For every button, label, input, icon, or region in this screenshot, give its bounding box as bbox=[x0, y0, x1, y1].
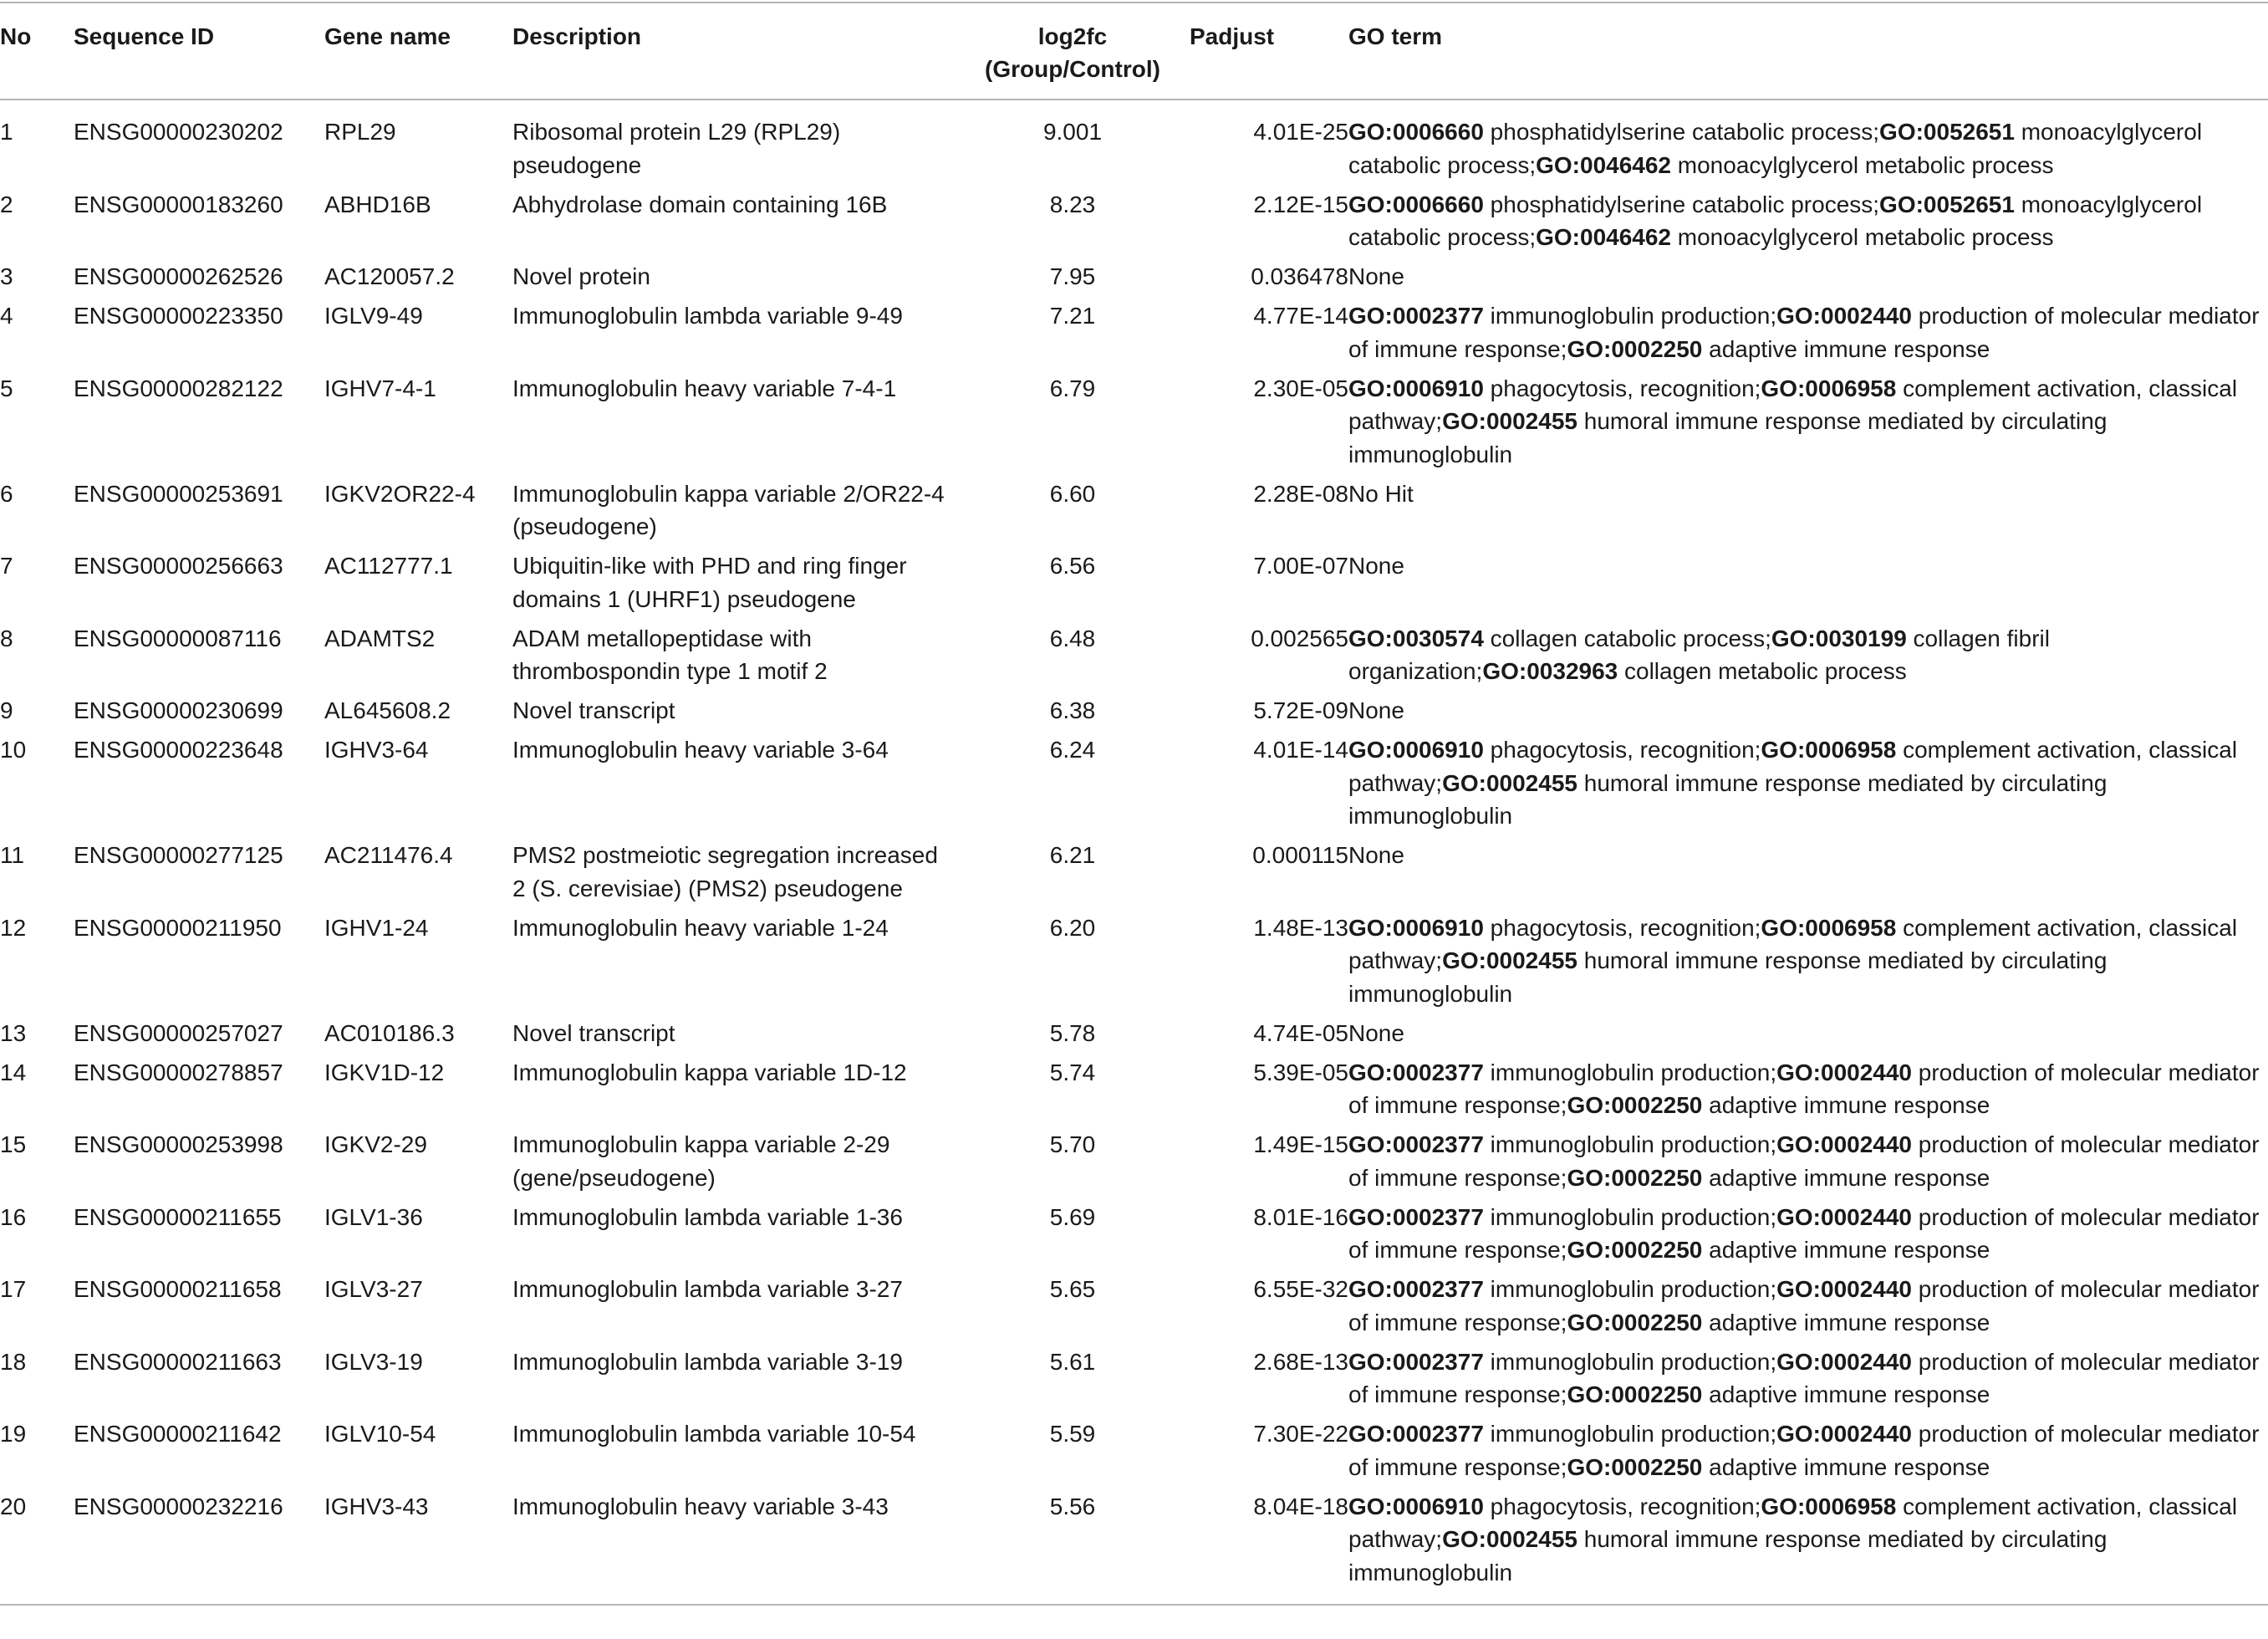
go-description: immunoglobulin production; bbox=[1483, 1276, 1777, 1302]
cell-log2fc: 6.24 bbox=[1049, 737, 1096, 763]
table-row bbox=[0, 1417, 2268, 1490]
go-description: production of molecular mediator of immune response; bbox=[1348, 1276, 2260, 1335]
table-header bbox=[0, 3, 2268, 100]
cell-log2fc: 6.38 bbox=[1049, 697, 1096, 723]
go-id: GO:0002440 bbox=[1776, 1059, 1912, 1085]
table-row bbox=[0, 1273, 2268, 1345]
cell-log2fc: 6.21 bbox=[1049, 842, 1096, 868]
cell-go-term bbox=[1348, 1128, 2268, 1201]
cell-no: 3 bbox=[0, 263, 13, 289]
go-id: GO:0002440 bbox=[1776, 1421, 1912, 1447]
cell-no: 15 bbox=[0, 1131, 27, 1157]
go-id: GO:0002440 bbox=[1776, 1203, 1912, 1230]
go-description: immunoglobulin production; bbox=[1483, 303, 1777, 329]
table-row bbox=[0, 839, 2268, 911]
cell-go-term bbox=[1348, 622, 2268, 695]
cell-sequence-id: ENSG00000087116 bbox=[74, 625, 282, 651]
cell-no: 11 bbox=[0, 842, 25, 868]
cell-padjust: 1.49E-15 bbox=[1253, 1131, 1348, 1157]
go-description: No Hit bbox=[1348, 480, 1414, 507]
go-id: GO:0006660 bbox=[1348, 191, 1484, 217]
go-id: GO:0002440 bbox=[1776, 1131, 1912, 1157]
go-description: adaptive immune response bbox=[1702, 1381, 1990, 1407]
table-row bbox=[0, 1017, 2268, 1056]
go-description: humoral immune response mediated by circulating immunoglobulin bbox=[1348, 769, 2107, 829]
cell-description: Ubiquitin-like with PHD and ring finger domains 1 (UHRF1) pseudogene bbox=[512, 553, 907, 612]
cell-gene-name: IGKV2-29 bbox=[324, 1131, 427, 1157]
cell-description: PMS2 postmeiotic segregation increased 2 (S. cerevisiae) (PMS2) pseudogene bbox=[512, 842, 938, 901]
go-description: monoacylglycerol metabolic process bbox=[1671, 151, 2054, 178]
go-id: GO:0002250 bbox=[1567, 1092, 1703, 1118]
go-description: immunoglobulin production; bbox=[1483, 1131, 1777, 1157]
cell-gene-name: ADAMTS2 bbox=[324, 625, 436, 651]
cell-go-term bbox=[1348, 911, 2268, 1017]
cell-go-term bbox=[1348, 1201, 2268, 1274]
table-row bbox=[0, 911, 2268, 1017]
cell-padjust: 6.55E-32 bbox=[1253, 1276, 1348, 1302]
header-row bbox=[0, 3, 2268, 100]
cell-log2fc: 5.70 bbox=[1049, 1131, 1096, 1157]
cell-padjust: 2.28E-08 bbox=[1253, 480, 1348, 507]
go-description: collagen metabolic process bbox=[1618, 658, 1907, 684]
cell-padjust: 2.12E-15 bbox=[1253, 191, 1348, 217]
cell-no: 19 bbox=[0, 1421, 27, 1447]
go-id: GO:0002250 bbox=[1567, 1381, 1703, 1407]
cell-go-term bbox=[1348, 299, 2268, 372]
cell-gene-name: IGKV1D-12 bbox=[324, 1059, 445, 1085]
cell-gene-name: IGLV1-36 bbox=[324, 1203, 423, 1230]
cell-padjust: 5.72E-09 bbox=[1253, 697, 1348, 723]
table-row bbox=[0, 1345, 2268, 1418]
go-id: GO:0002377 bbox=[1348, 1059, 1484, 1085]
cell-no: 7 bbox=[0, 553, 13, 579]
go-description: phagocytosis, recognition; bbox=[1483, 1493, 1761, 1519]
go-description: immunoglobulin production; bbox=[1483, 1348, 1777, 1375]
cell-log2fc: 6.48 bbox=[1049, 625, 1096, 651]
cell-go-term bbox=[1348, 188, 2268, 261]
go-description: immunoglobulin production; bbox=[1483, 1203, 1777, 1230]
table-row bbox=[0, 1128, 2268, 1201]
cell-log2fc: 5.74 bbox=[1049, 1059, 1096, 1085]
cell-description: Immunoglobulin kappa variable 2-29 (gene/pseudogene) bbox=[512, 1131, 890, 1191]
table-row bbox=[0, 549, 2268, 622]
go-description: adaptive immune response bbox=[1702, 1237, 1990, 1263]
cell-no: 1 bbox=[0, 119, 13, 145]
cell-description: Immunoglobulin lambda variable 1-36 bbox=[512, 1203, 903, 1230]
cell-go-term bbox=[1348, 100, 2268, 188]
cell-gene-name: IGHV3-64 bbox=[324, 737, 429, 763]
cell-description: Immunoglobulin lambda variable 3-27 bbox=[512, 1276, 903, 1302]
cell-gene-name: AL645608.2 bbox=[324, 697, 451, 723]
go-description: immunoglobulin production; bbox=[1483, 1421, 1777, 1447]
cell-padjust: 7.30E-22 bbox=[1253, 1421, 1348, 1447]
go-description: phagocytosis, recognition; bbox=[1483, 737, 1761, 763]
cell-sequence-id: ENSG00000282122 bbox=[74, 375, 283, 401]
cell-description: Novel protein bbox=[512, 263, 650, 289]
cell-gene-name: AC211476.4 bbox=[324, 842, 453, 868]
cell-no: 16 bbox=[0, 1203, 27, 1230]
cell-log2fc: 5.59 bbox=[1049, 1421, 1096, 1447]
go-description: production of molecular mediator of immune response; bbox=[1348, 1131, 2260, 1191]
cell-go-term bbox=[1348, 1417, 2268, 1490]
cell-description: Immunoglobulin lambda variable 10-54 bbox=[512, 1421, 916, 1447]
table-row bbox=[0, 1490, 2268, 1606]
cell-sequence-id: ENSG00000223350 bbox=[74, 303, 283, 329]
go-id: GO:0006910 bbox=[1348, 1493, 1484, 1519]
cell-go-term bbox=[1348, 1345, 2268, 1418]
cell-no: 17 bbox=[0, 1276, 27, 1302]
cell-gene-name: IGLV3-19 bbox=[324, 1348, 423, 1375]
cell-no: 13 bbox=[0, 1019, 27, 1046]
cell-sequence-id: ENSG00000253998 bbox=[74, 1131, 283, 1157]
cell-no: 9 bbox=[0, 697, 13, 723]
go-description: None bbox=[1348, 1019, 1404, 1046]
cell-padjust: 0.002565 bbox=[1251, 625, 1348, 651]
go-id: GO:0006958 bbox=[1761, 914, 1897, 941]
go-description: production of molecular mediator of immune response; bbox=[1348, 1348, 2260, 1407]
go-id: GO:0002440 bbox=[1776, 303, 1912, 329]
cell-log2fc: 5.69 bbox=[1049, 1203, 1096, 1230]
cell-go-term bbox=[1348, 1056, 2268, 1129]
cell-log2fc: 7.21 bbox=[1049, 303, 1096, 329]
go-id: GO:0006910 bbox=[1348, 375, 1484, 401]
go-id: GO:0002250 bbox=[1567, 1164, 1703, 1191]
cell-description: Novel transcript bbox=[512, 1019, 675, 1046]
cell-gene-name: AC120057.2 bbox=[324, 263, 455, 289]
go-id: GO:0006910 bbox=[1348, 737, 1484, 763]
cell-description: Immunoglobulin heavy variable 3-64 bbox=[512, 737, 889, 763]
table-row bbox=[0, 260, 2268, 299]
gene-table bbox=[0, 2, 2268, 1606]
cell-gene-name: IGHV7-4-1 bbox=[324, 375, 436, 401]
cell-log2fc: 6.79 bbox=[1049, 375, 1096, 401]
cell-no: 12 bbox=[0, 914, 27, 941]
go-description: adaptive immune response bbox=[1702, 1092, 1990, 1118]
go-description: None bbox=[1348, 842, 1404, 868]
cell-gene-name: IGLV3-27 bbox=[324, 1276, 423, 1302]
go-description: complement activation, classical pathway; bbox=[1348, 1493, 2238, 1552]
cell-log2fc: 7.95 bbox=[1049, 263, 1096, 289]
go-id: GO:0002377 bbox=[1348, 1203, 1484, 1230]
go-id: GO:0002440 bbox=[1776, 1276, 1912, 1302]
go-id: GO:0002250 bbox=[1567, 335, 1703, 362]
go-description: monoacylglycerol metabolic process bbox=[1671, 224, 2054, 250]
cell-log2fc: 6.20 bbox=[1049, 914, 1096, 941]
go-id: GO:0002250 bbox=[1567, 1453, 1703, 1480]
go-description: production of molecular mediator of immune response; bbox=[1348, 303, 2260, 362]
go-id: GO:0030574 bbox=[1348, 625, 1484, 651]
cell-log2fc: 5.56 bbox=[1049, 1493, 1096, 1519]
cell-log2fc: 6.60 bbox=[1049, 480, 1096, 507]
table-row bbox=[0, 188, 2268, 261]
cell-log2fc: 5.78 bbox=[1049, 1019, 1096, 1046]
cell-no: 5 bbox=[0, 375, 13, 401]
go-description: humoral immune response mediated by circulating immunoglobulin bbox=[1348, 947, 2107, 1007]
cell-gene-name: AC112777.1 bbox=[324, 553, 453, 579]
go-id: GO:0002455 bbox=[1442, 1526, 1577, 1552]
cell-sequence-id: ENSG00000257027 bbox=[74, 1019, 283, 1046]
cell-description: ADAM metallopeptidase with thrombospondin type 1 motif 2 bbox=[512, 625, 828, 684]
cell-padjust: 2.30E-05 bbox=[1253, 375, 1348, 401]
cell-sequence-id: ENSG00000230699 bbox=[74, 697, 283, 723]
table-row bbox=[0, 694, 2268, 733]
header-go-term: GO term bbox=[1348, 23, 1443, 49]
header-sequence-id: Sequence ID bbox=[74, 23, 215, 49]
cell-padjust: 7.00E-07 bbox=[1253, 553, 1348, 579]
cell-description: Immunoglobulin heavy variable 3-43 bbox=[512, 1493, 889, 1519]
table-row bbox=[0, 733, 2268, 839]
cell-sequence-id: ENSG00000232216 bbox=[74, 1493, 283, 1519]
header-log2fc bbox=[956, 3, 1190, 100]
go-id: GO:0046462 bbox=[1536, 224, 1671, 250]
table-row bbox=[0, 372, 2268, 477]
go-description: collagen fibril organization; bbox=[1348, 625, 2050, 684]
table-body bbox=[0, 100, 2268, 1605]
cell-description: Ribosomal protein L29 (RPL29) pseudogene bbox=[512, 119, 841, 178]
go-description: monoacylglycerol catabolic process; bbox=[1348, 119, 2203, 178]
cell-padjust: 0.036478 bbox=[1251, 263, 1348, 289]
cell-sequence-id: ENSG00000223648 bbox=[74, 737, 283, 763]
cell-sequence-id: ENSG00000183260 bbox=[74, 191, 283, 217]
cell-description: Immunoglobulin kappa variable 1D-12 bbox=[512, 1059, 907, 1085]
header-no: No bbox=[0, 23, 32, 49]
go-description: complement activation, classical pathway; bbox=[1348, 375, 2238, 434]
cell-gene-name: AC010186.3 bbox=[324, 1019, 455, 1046]
cell-no: 14 bbox=[0, 1059, 27, 1085]
go-description: production of molecular mediator of immune response; bbox=[1348, 1059, 2260, 1118]
header-padjust: Padjust bbox=[1190, 23, 1275, 49]
cell-log2fc: 6.56 bbox=[1049, 553, 1096, 579]
go-description: humoral immune response mediated by circulating immunoglobulin bbox=[1348, 408, 2107, 467]
cell-padjust: 2.68E-13 bbox=[1253, 1348, 1348, 1375]
cell-gene-name: IGKV2OR22-4 bbox=[324, 480, 476, 507]
go-description: complement activation, classical pathway; bbox=[1348, 737, 2238, 796]
cell-no: 4 bbox=[0, 303, 13, 329]
table-row bbox=[0, 477, 2268, 550]
cell-sequence-id: ENSG00000256663 bbox=[74, 553, 283, 579]
cell-log2fc: 9.001 bbox=[1042, 119, 1103, 145]
go-description: phagocytosis, recognition; bbox=[1483, 375, 1761, 401]
cell-sequence-id: ENSG00000262526 bbox=[74, 263, 283, 289]
cell-description: Abhydrolase domain containing 16B bbox=[512, 191, 888, 217]
go-description: phosphatidylserine catabolic process; bbox=[1483, 119, 1880, 145]
header-log2fc-sub: (Group/Control) bbox=[985, 56, 1160, 82]
cell-go-term bbox=[1348, 372, 2268, 477]
cell-sequence-id: ENSG00000277125 bbox=[74, 842, 283, 868]
cell-go-term bbox=[1348, 477, 2268, 550]
table-row bbox=[0, 100, 2268, 188]
go-id: GO:0002455 bbox=[1442, 947, 1577, 973]
go-id: GO:0002250 bbox=[1567, 1237, 1703, 1263]
cell-no: 20 bbox=[0, 1493, 27, 1519]
cell-go-term bbox=[1348, 1490, 2268, 1606]
go-id: GO:0052651 bbox=[1879, 119, 2015, 145]
go-id: GO:0006910 bbox=[1348, 914, 1484, 941]
table-row bbox=[0, 622, 2268, 695]
cell-padjust: 0.000115 bbox=[1252, 842, 1348, 868]
go-id: GO:0002377 bbox=[1348, 1131, 1484, 1157]
go-id: GO:0006958 bbox=[1761, 1493, 1897, 1519]
table-row bbox=[0, 1201, 2268, 1274]
cell-padjust: 4.01E-25 bbox=[1253, 119, 1348, 145]
cell-log2fc: 5.61 bbox=[1049, 1348, 1096, 1375]
go-id: GO:0006958 bbox=[1761, 375, 1897, 401]
cell-go-term bbox=[1348, 1017, 2268, 1056]
cell-sequence-id: ENSG00000278857 bbox=[74, 1059, 283, 1085]
header-description: Description bbox=[512, 23, 642, 49]
cell-padjust: 4.01E-14 bbox=[1253, 737, 1348, 763]
go-id: GO:0002377 bbox=[1348, 303, 1484, 329]
go-description: adaptive immune response bbox=[1702, 1453, 1990, 1480]
cell-gene-name: RPL29 bbox=[324, 119, 396, 145]
go-id: GO:0002455 bbox=[1442, 769, 1577, 796]
cell-no: 10 bbox=[0, 737, 27, 763]
cell-sequence-id: ENSG00000230202 bbox=[74, 119, 283, 145]
table-row bbox=[0, 1056, 2268, 1129]
cell-sequence-id: ENSG00000211658 bbox=[74, 1276, 282, 1302]
go-description: production of molecular mediator of immune response; bbox=[1348, 1203, 2260, 1263]
go-description: immunoglobulin production; bbox=[1483, 1059, 1777, 1085]
cell-no: 6 bbox=[0, 480, 13, 507]
cell-gene-name: IGLV10-54 bbox=[324, 1421, 436, 1447]
go-id: GO:0002455 bbox=[1442, 408, 1577, 434]
go-description: humoral immune response mediated by circulating immunoglobulin bbox=[1348, 1526, 2107, 1585]
cell-padjust: 5.39E-05 bbox=[1253, 1059, 1348, 1085]
cell-sequence-id: ENSG00000211663 bbox=[74, 1348, 282, 1375]
go-description: production of molecular mediator of immune response; bbox=[1348, 1421, 2260, 1480]
cell-padjust: 8.04E-18 bbox=[1253, 1493, 1348, 1519]
go-description: complement activation, classical pathway; bbox=[1348, 914, 2238, 973]
cell-no: 8 bbox=[0, 625, 13, 651]
cell-log2fc: 5.65 bbox=[1049, 1276, 1096, 1302]
cell-sequence-id: ENSG00000211655 bbox=[74, 1203, 282, 1230]
go-description: monoacylglycerol catabolic process; bbox=[1348, 191, 2203, 250]
cell-description: Immunoglobulin heavy variable 1-24 bbox=[512, 914, 889, 941]
cell-go-term bbox=[1348, 733, 2268, 839]
go-description: adaptive immune response bbox=[1702, 335, 1990, 362]
go-id: GO:0002250 bbox=[1567, 1309, 1703, 1335]
cell-padjust: 1.48E-13 bbox=[1253, 914, 1348, 941]
table-row bbox=[0, 299, 2268, 372]
cell-padjust: 4.74E-05 bbox=[1253, 1019, 1348, 1046]
cell-go-term bbox=[1348, 694, 2268, 733]
cell-description: Immunoglobulin lambda variable 3-19 bbox=[512, 1348, 903, 1375]
go-id: GO:0032963 bbox=[1482, 658, 1618, 684]
cell-log2fc: 8.23 bbox=[1049, 191, 1096, 217]
go-id: GO:0046462 bbox=[1536, 151, 1671, 178]
go-description: phagocytosis, recognition; bbox=[1483, 914, 1761, 941]
cell-description: Immunoglobulin lambda variable 9-49 bbox=[512, 303, 903, 329]
header-gene-name: Gene name bbox=[324, 23, 451, 49]
go-id: GO:0002440 bbox=[1776, 1348, 1912, 1375]
cell-padjust: 8.01E-16 bbox=[1253, 1203, 1348, 1230]
cell-gene-name: IGLV9-49 bbox=[324, 303, 423, 329]
go-description: None bbox=[1348, 697, 1404, 723]
go-id: GO:0052651 bbox=[1879, 191, 2015, 217]
cell-sequence-id: ENSG00000253691 bbox=[74, 480, 283, 507]
go-id: GO:0002377 bbox=[1348, 1276, 1484, 1302]
go-description: None bbox=[1348, 553, 1404, 579]
cell-go-term bbox=[1348, 1273, 2268, 1345]
go-description: None bbox=[1348, 263, 1404, 289]
cell-go-term bbox=[1348, 260, 2268, 299]
go-id: GO:0030199 bbox=[1771, 625, 1907, 651]
cell-sequence-id: ENSG00000211950 bbox=[74, 914, 282, 941]
go-description: adaptive immune response bbox=[1702, 1309, 1990, 1335]
cell-go-term bbox=[1348, 839, 2268, 911]
cell-description: Immunoglobulin heavy variable 7-4-1 bbox=[512, 375, 897, 401]
go-description: collagen catabolic process; bbox=[1483, 625, 1771, 651]
cell-no: 2 bbox=[0, 191, 13, 217]
go-id: GO:0006660 bbox=[1348, 119, 1484, 145]
go-id: GO:0006958 bbox=[1761, 737, 1897, 763]
go-id: GO:0002377 bbox=[1348, 1421, 1484, 1447]
go-id: GO:0002377 bbox=[1348, 1348, 1484, 1375]
cell-gene-name: IGHV3-43 bbox=[324, 1493, 429, 1519]
cell-gene-name: ABHD16B bbox=[324, 191, 431, 217]
cell-padjust: 4.77E-14 bbox=[1253, 303, 1348, 329]
cell-no: 18 bbox=[0, 1348, 27, 1375]
cell-go-term bbox=[1348, 549, 2268, 622]
cell-description: Novel transcript bbox=[512, 697, 675, 723]
cell-sequence-id: ENSG00000211642 bbox=[74, 1421, 282, 1447]
cell-gene-name: IGHV1-24 bbox=[324, 914, 429, 941]
header-log2fc-label: log2fc bbox=[1037, 23, 1108, 49]
go-description: adaptive immune response bbox=[1702, 1164, 1990, 1191]
cell-description: Immunoglobulin kappa variable 2/OR22-4 (pseudogene) bbox=[512, 480, 945, 539]
go-description: phosphatidylserine catabolic process; bbox=[1483, 191, 1880, 217]
